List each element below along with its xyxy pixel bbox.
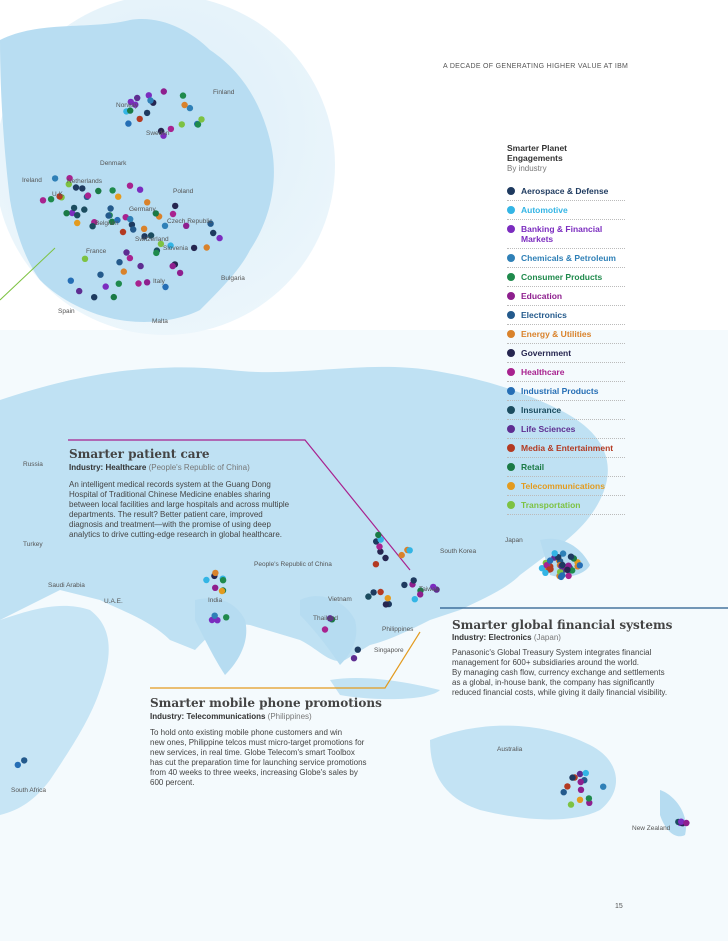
engagement-dot [74, 220, 80, 226]
legend-dot-icon [507, 387, 515, 395]
legend-label: Retail [521, 462, 545, 472]
label-turkey: Turkey [23, 541, 43, 548]
legend-dot-icon [507, 463, 515, 471]
mobile-body [150, 728, 400, 788]
body-line: as a global, in-house bank, the company has significantly [452, 678, 655, 687]
engagement-dot [220, 577, 226, 583]
legend-dot-icon [507, 187, 515, 195]
engagement-dot [107, 205, 113, 211]
body-line: has cut the preparation time for launching service promotions [150, 758, 367, 767]
legend-item [507, 220, 625, 249]
engagement-dot [91, 294, 97, 300]
legend-label: Industrial Products [521, 386, 599, 396]
label-philippines: Philippines [382, 626, 414, 633]
engagement-dot [577, 797, 583, 803]
engagement-dot [568, 554, 574, 560]
engagement-dot [120, 229, 126, 235]
engagement-dot [407, 547, 413, 553]
engagement-dot [123, 249, 129, 255]
label-netherlands: Netherlands [67, 178, 103, 185]
engagement-dot [552, 550, 558, 556]
engagement-dot [355, 647, 361, 653]
financial-title: Smarter global financial systems [452, 618, 673, 632]
legend-item [507, 201, 625, 220]
engagement-dot [181, 102, 187, 108]
legend-label: Aerospace & Defense [521, 186, 609, 196]
engagement-dot [127, 255, 133, 261]
patient-care-industry-name: Industry: Healthcare [69, 463, 147, 472]
label-new-zealand: New Zealand [632, 825, 671, 832]
engagement-dot [40, 197, 46, 203]
engagement-dot [21, 757, 27, 763]
legend-label: Consumer Products [521, 272, 603, 282]
engagement-dot [370, 589, 376, 595]
engagement-dot [170, 211, 176, 217]
patient-care-body [69, 480, 309, 540]
engagement-dot [547, 557, 553, 563]
financial-industry-name: Industry: Electronics [452, 633, 532, 642]
patient-care-industry [69, 463, 250, 472]
engagement-dot [71, 205, 77, 211]
body-line: management for 600+ subsidiaries around the world. [452, 658, 639, 667]
engagement-dot [161, 88, 167, 94]
label-poland: Poland [173, 188, 194, 195]
mobile-industry-name: Industry: Telecommunications [150, 712, 266, 721]
engagement-dot [212, 585, 218, 591]
engagement-dot [115, 194, 121, 200]
engagement-dot [111, 294, 117, 300]
label-australia: Australia [497, 746, 523, 753]
engagement-dot [116, 259, 122, 265]
legend-item [507, 268, 625, 287]
financial-body [452, 648, 712, 698]
label-norway: Norway [116, 102, 139, 109]
body-line: new services, in real time. Globe Telecom's smart Toolbox [150, 748, 355, 757]
engagement-dot [97, 272, 103, 278]
label-spain: Spain [58, 308, 75, 315]
legend-item [507, 477, 625, 496]
body-line: reduced financial costs, while giving it daily financial visibility. [452, 688, 668, 697]
legend-dot-icon [507, 292, 515, 300]
legend-item [507, 325, 625, 344]
legend-dot-icon [507, 311, 515, 319]
engagement-dot [600, 784, 606, 790]
legend-item [507, 249, 625, 268]
engagement-dot [141, 226, 147, 232]
label-bulgaria: Bulgaria [221, 275, 245, 282]
label-finland: Finland [213, 89, 235, 96]
engagement-dot [177, 270, 183, 276]
engagement-dot [137, 187, 143, 193]
engagement-dot [170, 263, 176, 269]
industry-legend [507, 182, 625, 515]
legend-label: Chemicals & Petroleum [521, 253, 616, 263]
legend-label: Life Sciences [521, 424, 576, 434]
engagement-dot [134, 95, 140, 101]
engagement-dot [561, 789, 567, 795]
engagement-dot [103, 283, 109, 289]
legend-title: Smarter Planet Engagements [507, 143, 567, 163]
engagement-dot [683, 820, 689, 826]
mobile-industry [150, 712, 312, 721]
engagement-dot [583, 770, 589, 776]
legend-dot-icon [507, 206, 515, 214]
label-sweden: Sweden [146, 130, 170, 137]
engagement-dot [85, 192, 91, 198]
label-france: France [86, 248, 107, 255]
label-malta: Malta [152, 318, 168, 325]
legend-label: Energy & Utilities [521, 329, 592, 339]
engagement-dot [578, 779, 584, 785]
engagement-dot [82, 256, 88, 262]
engagement-dot [351, 655, 357, 661]
engagement-dot [191, 245, 197, 251]
patient-care-title: Smarter patient care [69, 447, 210, 461]
engagement-dot [219, 588, 225, 594]
page-number: 15 [615, 903, 623, 910]
engagement-dot [382, 555, 388, 561]
engagement-dot [179, 121, 185, 127]
legend-label: Insurance [521, 405, 562, 415]
legend-dot-icon [507, 444, 515, 452]
financial-industry [452, 633, 561, 642]
engagement-dot [577, 562, 583, 568]
financial-region: (Japan) [533, 633, 561, 642]
legend-dot-icon [507, 482, 515, 490]
legend-label: Education [521, 291, 563, 301]
label-vietnam: Vietnam [328, 596, 352, 603]
legend-label: Electronics [521, 310, 567, 320]
legend-item [507, 306, 625, 325]
body-line: departments. The result? Better patient care, improved [69, 510, 263, 519]
engagement-dot [412, 596, 418, 602]
engagement-dot [559, 572, 565, 578]
engagement-dot [322, 626, 328, 632]
label-belgium: Belgium [95, 220, 119, 227]
engagement-dot [578, 787, 584, 793]
engagement-dot [137, 116, 143, 122]
legend-item [507, 401, 625, 420]
body-line: To hold onto existing mobile phone customers and win [150, 728, 343, 737]
legend-label: Automotive [521, 205, 568, 215]
legend-dot-icon [507, 368, 515, 376]
body-line: between local facilities and large hospitals and across multiple [69, 500, 290, 509]
body-line: diagnosis and treatment—with the promise of using deep [69, 520, 271, 529]
engagement-dot [204, 244, 210, 250]
engagement-dot [153, 250, 159, 256]
label-russia: Russia [23, 461, 43, 468]
label-saudi-arabia: Saudi Arabia [48, 582, 85, 589]
legend-dot-icon [507, 501, 515, 509]
label-south-korea: South Korea [440, 548, 477, 555]
engagement-dot [127, 183, 133, 189]
label-thailand: Thailand [313, 615, 338, 622]
engagement-dot [564, 567, 570, 573]
engagement-dot [411, 577, 417, 583]
mobile-title: Smarter mobile phone promotions [150, 696, 382, 710]
label-taiwan: Taiwan [419, 586, 440, 593]
legend-dot-icon [507, 254, 515, 262]
legend-item [507, 344, 625, 363]
label-india: India [208, 597, 223, 604]
legend-dot-icon [507, 225, 515, 233]
legend-item [507, 420, 625, 439]
legend-dot-icon [507, 273, 515, 281]
body-line: An intelligent medical records system at the Guang Dong [69, 480, 271, 489]
engagement-dot [79, 185, 85, 191]
engagement-dot [109, 187, 115, 193]
label-italy: Italy [153, 278, 165, 285]
legend-label: Media & Entertainment [521, 443, 614, 453]
engagement-dot [385, 595, 391, 601]
body-line: new ones, Philippine telcos must micro-target promotions for [150, 738, 365, 747]
patient-care-region: (People's Republic of China) [148, 463, 250, 472]
body-line: from 40 weeks to three weeks, increasing Globe's sales by [150, 768, 358, 777]
engagement-dot [125, 120, 131, 126]
engagement-dot [212, 570, 218, 576]
engagement-dot [127, 216, 133, 222]
label-czech: Czech Republic [167, 218, 213, 225]
engagement-dot [144, 279, 150, 285]
body-line: analytics to drive cutting-edge research in global healthcare. [69, 530, 283, 539]
engagement-dot [105, 212, 111, 218]
engagement-dot [383, 601, 389, 607]
engagement-dot [95, 188, 101, 194]
body-line: Panasonic's Global Treasury System integrates financial [452, 648, 652, 657]
engagement-dot [76, 288, 82, 294]
legend-label: Healthcare [521, 367, 565, 377]
engagement-dot [203, 577, 209, 583]
page-header: A DECADE OF GENERATING HIGHER VALUE AT IBM [443, 63, 629, 70]
engagement-dot [568, 801, 574, 807]
engagement-dot [135, 280, 141, 286]
engagement-dot [116, 281, 122, 287]
legend-item [507, 458, 625, 477]
legend-item [507, 363, 625, 382]
engagement-dot [74, 212, 80, 218]
legend-item [507, 439, 625, 458]
engagement-dot [15, 762, 21, 768]
engagement-dot [63, 210, 69, 216]
legend-item [507, 496, 625, 515]
engagement-dot [144, 199, 150, 205]
legend-label: Telecommunications [521, 481, 605, 491]
label-uk: U.K. [52, 191, 65, 198]
engagement-dot [565, 573, 571, 579]
engagement-dot [542, 570, 548, 576]
legend-label: Government [521, 348, 572, 358]
mobile-region: (Philippines) [267, 712, 312, 721]
engagement-dot [81, 206, 87, 212]
label-japan: Japan [505, 537, 523, 544]
engagement-dot [401, 582, 407, 588]
label-denmark: Denmark [100, 160, 127, 167]
engagement-dot [210, 230, 216, 236]
engagement-dot [365, 593, 371, 599]
legend-item [507, 382, 625, 401]
engagement-dot [180, 92, 186, 98]
legend-item [507, 287, 625, 306]
engagement-dot [137, 263, 143, 269]
engagement-dot [212, 613, 218, 619]
label-germany: Germany [129, 206, 156, 213]
engagement-dot [195, 121, 201, 127]
engagement-dot [130, 226, 136, 232]
engagement-dot [373, 561, 379, 567]
legend-dot-icon [507, 406, 515, 414]
label-slovenia: Slovenia [163, 245, 188, 252]
legend-dot-icon [507, 349, 515, 357]
engagement-dot [73, 184, 79, 190]
engagement-dot [121, 268, 127, 274]
body-line: 600 percent. [150, 778, 195, 787]
engagement-dot [144, 110, 150, 116]
label-south-africa: South Africa [11, 787, 47, 794]
engagement-dot [577, 771, 583, 777]
engagement-dot [376, 543, 382, 549]
engagement-dot [223, 614, 229, 620]
engagement-dot [147, 97, 153, 103]
legend-label: Banking & Financial Markets [521, 224, 603, 244]
label-switzerland: Switzerland [135, 236, 169, 243]
engagement-dot [216, 235, 222, 241]
engagement-dot [68, 278, 74, 284]
engagement-dot [559, 562, 565, 568]
body-line: By managing cash flow, currency exchange and settlements [452, 668, 665, 677]
label-china: People's Republic of China [254, 561, 332, 568]
legend-dot-icon [507, 330, 515, 338]
label-uae: U.A.E. [104, 598, 123, 605]
legend-subtitle: By industry [507, 164, 547, 173]
engagement-dot [586, 795, 592, 801]
label-ireland: Ireland [22, 177, 42, 184]
label-singapore: Singapore [374, 647, 404, 654]
engagement-dot [569, 774, 575, 780]
legend-item [507, 182, 625, 201]
engagement-dot [399, 552, 405, 558]
legend-dot-icon [507, 425, 515, 433]
body-line: Hospital of Traditional Chinese Medicine enables sharing [69, 490, 271, 499]
engagement-dot [377, 589, 383, 595]
engagement-dot [564, 783, 570, 789]
engagement-dot [375, 532, 381, 538]
legend-label: Transportation [521, 500, 581, 510]
engagement-dot [52, 175, 58, 181]
engagement-dot [172, 203, 178, 209]
